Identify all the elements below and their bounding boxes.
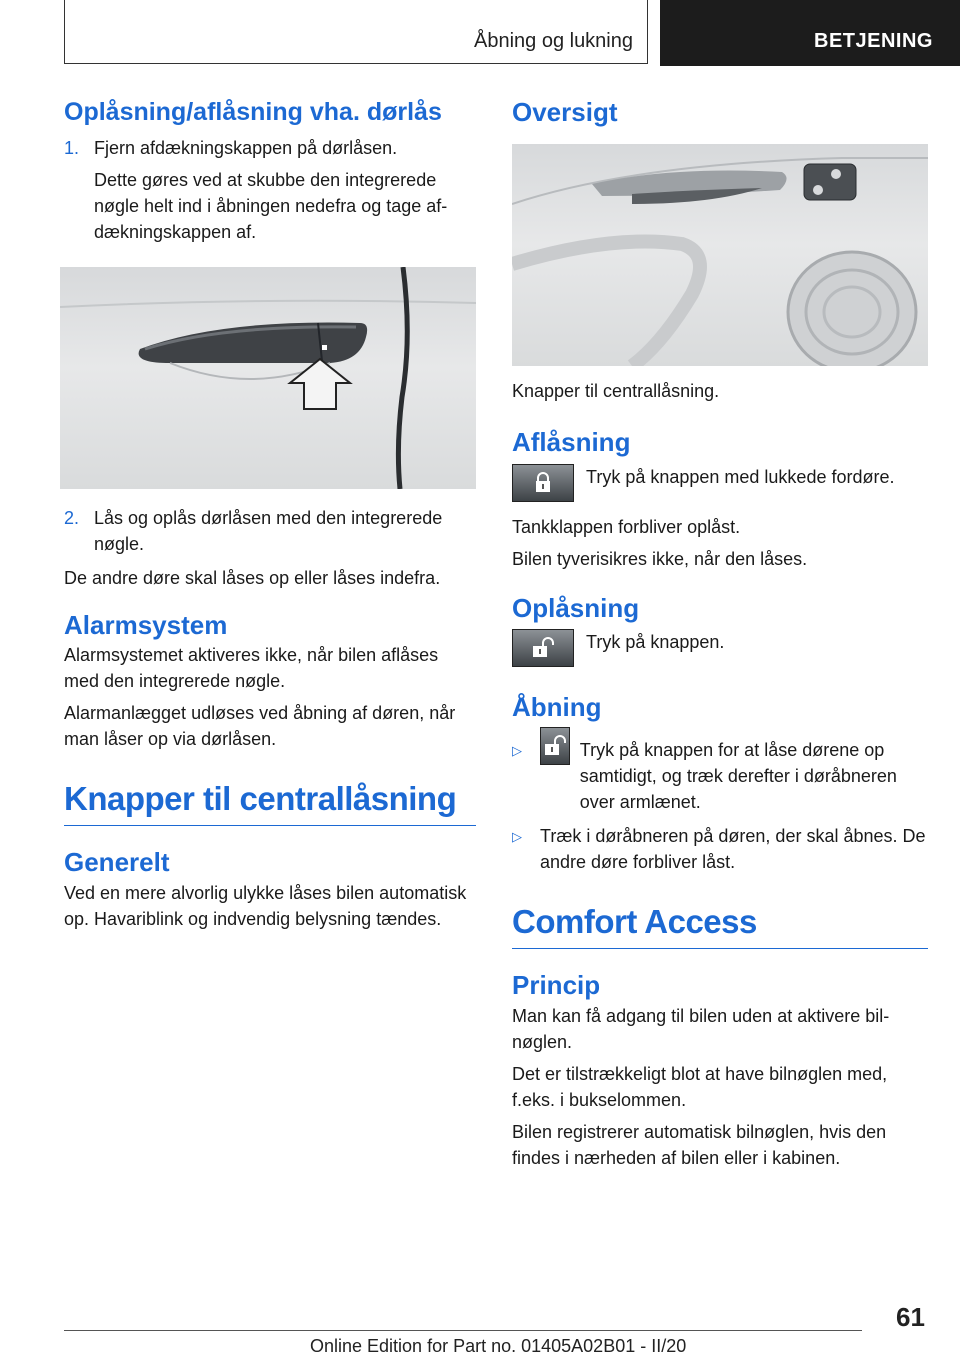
chapter-tab [660, 0, 960, 66]
unlock-instruction [512, 629, 928, 667]
principle-text-1: Man kan få adgang til bilen uden at aktivere bilnøglen. [512, 1005, 890, 1052]
lock-text: Tryk på knappen med lukkede fordøre. [586, 466, 895, 487]
opening-bullet-1 [512, 737, 928, 815]
heading-general: Generelt [64, 847, 170, 878]
principle-text-2: Det er tilstrækkeligt blot at have bilnøglen med, f.eks. i bukselommen. [512, 1063, 888, 1110]
lock-instruction [512, 464, 928, 502]
step-number: 2. [64, 507, 80, 528]
heading-principle: Princip [512, 970, 601, 1001]
chapter-title: BETJENING [814, 30, 933, 52]
footer-rule [64, 1330, 862, 1331]
right-column [512, 96, 928, 1171]
left-column [64, 96, 476, 932]
heading-door-lock: Oplåsning/aflåsning vha. dørlås [64, 98, 442, 126]
unlock-text: Tryk på knappen. [586, 632, 725, 653]
triangle-right-icon: ▷ [512, 743, 522, 759]
alarm-text-2: Alarmanlægget udløses ved åbning af døren, når man låser op via dørlåsen. [64, 703, 456, 750]
page-number: 61 [896, 1302, 925, 1332]
lock-closed-icon [533, 472, 553, 494]
alarm-text-1: Alarmsystemet aktiveres ikke, når bilen aflåses med den integrerede nøgle. [64, 645, 439, 692]
section-title: Åbning og lukning [473, 30, 633, 52]
lock-note-2: Bilen tyverisikres ikke, når den låses. [512, 548, 808, 569]
heading-opening: Åbning [512, 692, 602, 723]
lock-open-icon [543, 735, 567, 757]
step-text: Fjern afdækningskappen på dørlåsen. [94, 137, 398, 158]
section-tab [64, 0, 648, 64]
lock-button-image [512, 464, 574, 502]
door-handle-photo [60, 267, 476, 489]
footer-edition: Online Edition for Part no. 01405A02B01 - II/20 [310, 1336, 687, 1356]
step-number: 1. [64, 137, 80, 158]
opening-text-2: Træk i døråbneren på døren, der skal åbnes. De andre døre forbliver låst. [540, 826, 926, 873]
principle-text-3: Bilen registrerer automatisk bilnøglen, hvis den findes i nærheden af bilen eller i kabinen. [512, 1121, 887, 1168]
heading-unlocking: Oplåsning [512, 592, 640, 623]
section-heading-block [64, 778, 476, 826]
page-header [0, 0, 960, 66]
unlock-button-image-inline [540, 727, 570, 765]
section-heading-block [512, 901, 928, 949]
step-detail: Dette gøres ved at skubbe den integrerede nøgle helt ind i åbningen nedefra og tage afdækningskappen af. [94, 169, 448, 242]
opening-text-1: Tryk på knappen for at låse dørene op samtidigt, og træk derefter i døråbneren over armlænet. [579, 740, 897, 813]
heading-locking: Aflåsning [512, 426, 631, 457]
lock-open-icon [531, 637, 555, 659]
step-1 [64, 135, 476, 245]
opening-bullet-2 [512, 823, 928, 875]
step-2 [64, 505, 476, 557]
triangle-right-icon: ▷ [512, 829, 522, 845]
central-lock-buttons-photo [512, 144, 928, 366]
step-text: Lås og oplås dørlåsen med den integrerede nøgle. [94, 507, 443, 554]
other-doors-text: De andre døre skal låses op eller låses indefra. [64, 567, 441, 588]
heading-comfort-access: Comfort Access [512, 903, 757, 941]
heading-central-locking: Knapper til centrallåsning [64, 780, 457, 818]
lock-note-1: Tankklappen forbliver oplåst. [512, 516, 741, 537]
heading-alarm: Alarmsystem [64, 609, 228, 640]
door-handle-illustration [60, 267, 476, 489]
photo-caption: Knapper til centrallåsning. [512, 380, 720, 401]
door-interior-illustration [512, 144, 928, 366]
heading-overview: Oversigt [512, 97, 618, 127]
unlock-button-image [512, 629, 574, 667]
general-text: Ved en mere alvorlig ulykke låses bilen automatisk op. Havariblink og indvendig belysning tændes. [64, 882, 467, 929]
